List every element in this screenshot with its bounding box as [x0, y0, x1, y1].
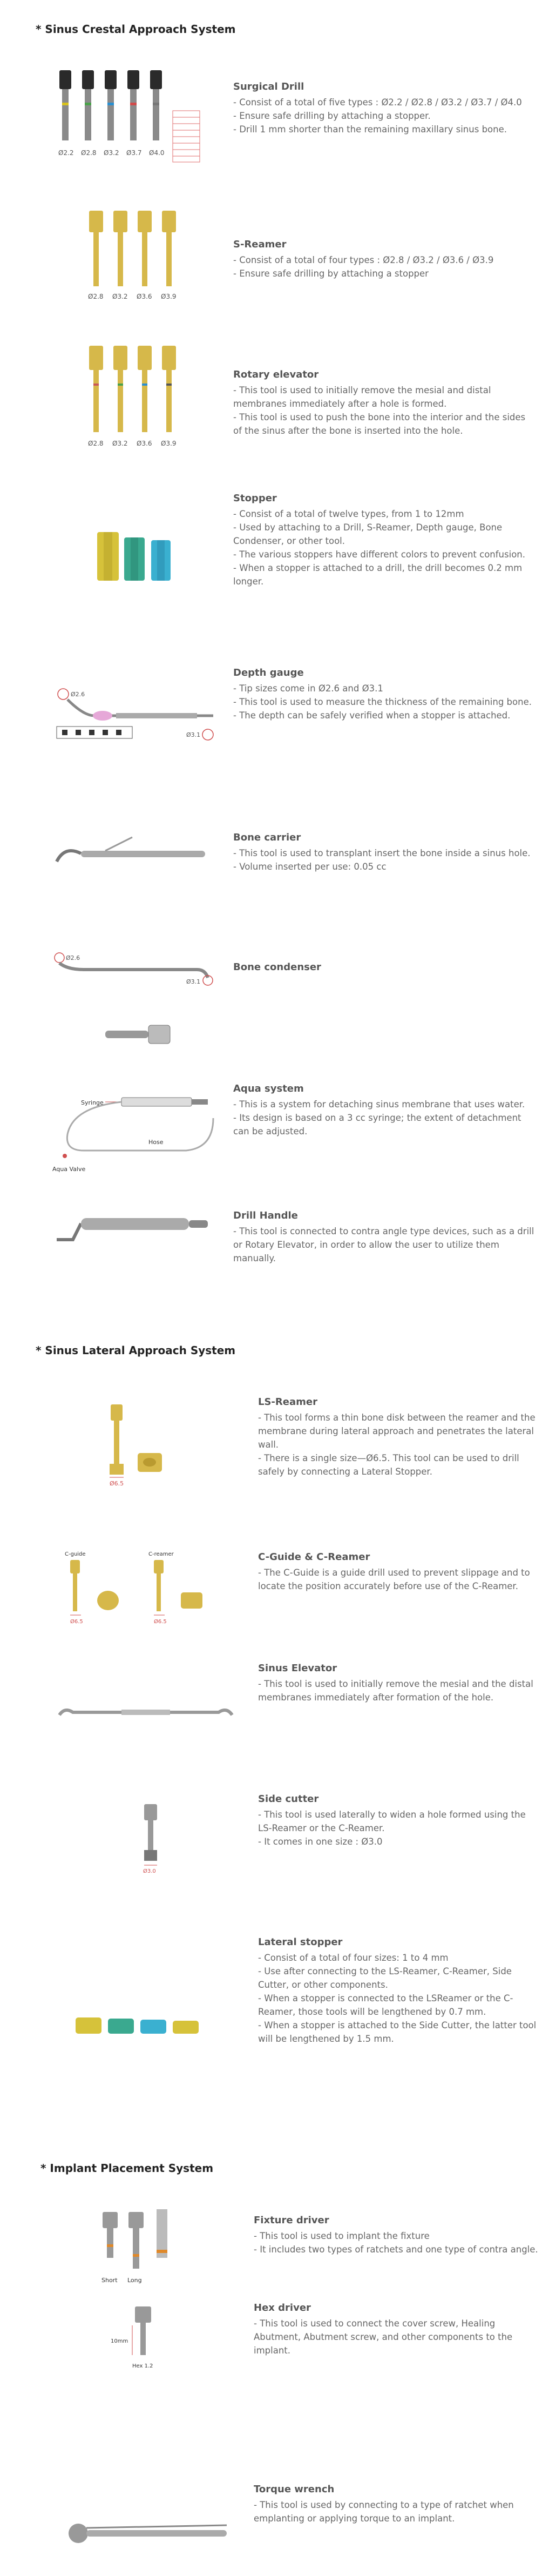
drill-handle-line-1: - This tool is connected to contra angle type devices, such as a drill or Rotary Elevator, in order to allow the user to utilize them manually.: [233, 1226, 534, 1263]
rotary-elevator-label-3: Ø3.6: [137, 440, 152, 447]
surgical-drill-line-2: - Ensure safe drilling by attaching a stopper.: [233, 111, 431, 121]
ls-reamer-image: [100, 1402, 186, 1490]
section-title-lateral: * Sinus Lateral Approach System: [36, 1344, 236, 1357]
ls-reamer-line-1: - This tool forms a thin bone disk between the reamer and the membrane during lateral approach and penetrates the lateral wall.: [258, 1413, 536, 1450]
stopper-image: [92, 527, 184, 588]
c-guide-size-label: Ø6.5: [70, 1619, 83, 1625]
aqua-system-text: [233, 1083, 536, 1138]
side-cutter-title: Side cutter: [258, 1793, 319, 1805]
surgical-drill-image: [54, 68, 227, 172]
hex-driver-image: [108, 2304, 173, 2376]
hex-driver-label-length: 10mm: [111, 2338, 128, 2344]
torque-wrench-text: [254, 2484, 540, 2525]
fixture-driver-line-1: - This tool is used to implant the fixture: [254, 2231, 430, 2241]
aqua-system-line-1: - This is a system for detaching sinus membrane that uses water.: [233, 1099, 525, 1109]
aqua-system-label-syringe: Syringe: [81, 1099, 104, 1106]
aqua-system-label-valve: Aqua Valve: [52, 1166, 86, 1173]
drill-handle-title: Drill Handle: [233, 1210, 298, 1221]
s-reamer-label-3: Ø3.6: [137, 293, 152, 300]
hex-driver-label-hex: Hex 1.2: [132, 2363, 153, 2369]
c-guide-title: C-Guide & C-Reamer: [258, 1551, 370, 1563]
lateral-stopper-line-4: - When a stopper is attached to the Side Cutter, the latter tool will be lengthened by 1.5 mm.: [258, 2020, 537, 2044]
rotary-elevator-label-2: Ø3.2: [112, 440, 128, 447]
s-reamer-line-2: - Ensure safe drilling by attaching a stopper: [233, 268, 429, 279]
stopper-line-2: - Used by attaching to a Drill, S-Reamer, Depth gauge, Bone Condenser, or other tool.: [233, 522, 503, 546]
ls-reamer-label: Ø6.5: [110, 1480, 124, 1487]
bone-condenser-label-1: Ø2.6: [66, 954, 80, 961]
depth-gauge-label-2: Ø3.1: [186, 731, 201, 738]
rotary-elevator-title: Rotary elevator: [233, 369, 319, 380]
s-reamer-label-2: Ø3.2: [112, 293, 128, 300]
section-title-crestal: * Sinus Crestal Approach System: [36, 23, 236, 36]
side-cutter-line-2: - It comes in one size : Ø3.0: [258, 1837, 383, 1847]
sinus-elevator-title: Sinus Elevator: [258, 1663, 337, 1674]
c-guide-image: [59, 1549, 232, 1632]
lateral-stopper-text: [258, 1936, 539, 2046]
depth-gauge-line-3: - The depth can be safely verified when a stopper is attached.: [233, 710, 511, 721]
s-reamer-label-1: Ø2.8: [88, 293, 104, 300]
side-cutter-text: [258, 1793, 539, 1848]
ls-reamer-title: LS-Reamer: [258, 1396, 317, 1408]
bone-carrier-line-2: - Volume inserted per use: 0.05 cc: [233, 862, 387, 872]
fixture-driver-text: [254, 2215, 540, 2256]
bone-condenser-label-2: Ø3.1: [186, 978, 201, 985]
depth-gauge-label-1: Ø2.6: [71, 691, 85, 698]
stopper-line-4: - When a stopper is attached to a drill, the drill becomes 0.2 mm longer.: [233, 563, 523, 587]
fixture-driver-image: [97, 2207, 189, 2290]
ls-reamer-text: [258, 1396, 539, 1478]
surgical-drill-label-3: Ø3.7: [126, 149, 142, 157]
hex-driver-text: [254, 2302, 540, 2357]
bone-condenser-text: [233, 961, 536, 976]
c-guide-line-1: - The C-Guide is a guide drill used to prevent slippage and to locate the position accurately before use of the C-Reamer.: [258, 1568, 530, 1591]
torque-wrench-image: [65, 2512, 238, 2552]
lateral-stopper-line-3: - When a stopper is connected to the LSReamer or the C-Reamer, those tools will be lengthened by 0.7 mm.: [258, 1993, 513, 2017]
depth-gauge-title: Depth gauge: [233, 667, 304, 678]
surgical-drill-label-1: Ø2.8: [81, 149, 97, 157]
aqua-system-line-2: - Its design is based on a 3 cc syringe; the extent of detachment can be adjusted.: [233, 1113, 521, 1136]
bone-condenser-title: Bone condenser: [233, 961, 321, 973]
section-title-implant: * Implant Placement System: [40, 2162, 214, 2175]
s-reamer-label-4: Ø3.9: [161, 293, 177, 300]
bone-carrier-text: [233, 832, 536, 873]
lateral-stopper-line-2: - Use after connecting to the LS-Reamer, C-Reamer, Side Cutter, or other components.: [258, 1966, 512, 1990]
drill-handle-image: [51, 1207, 213, 1253]
rotary-elevator-label-4: Ø3.9: [161, 440, 177, 447]
surgical-drill-label-2: Ø3.2: [104, 149, 119, 157]
depth-gauge-line-2: - This tool is used to measure the thickness of the remaining bone.: [233, 697, 532, 707]
c-guide-text: [258, 1551, 539, 1593]
rotary-elevator-line-1: - This tool is used to initially remove the mesial and distal membranes immediately after a hole is formed.: [233, 385, 491, 409]
depth-gauge-line-1: - Tip sizes come in Ø2.6 and Ø3.1: [233, 683, 383, 694]
aqua-connector-image: [103, 1021, 178, 1050]
c-reamer-label: C-reamer: [148, 1551, 174, 1557]
depth-gauge-image: [51, 683, 224, 756]
bone-carrier-title: Bone carrier: [233, 832, 301, 843]
lateral-stopper-image: [73, 2012, 213, 2041]
svg-text:Ø2.2: Ø2.2: [58, 149, 74, 157]
torque-wrench-title: Torque wrench: [254, 2484, 335, 2495]
torque-wrench-line-1: - This tool is used by connecting to a type of ratchet when emplanting or applying torque to an implant.: [254, 2500, 514, 2524]
lateral-stopper-title: Lateral stopper: [258, 1936, 343, 1948]
sinus-elevator-line-1: - This tool is used to initially remove the mesial and the distal membranes immediately after formation of the hole.: [258, 1679, 533, 1703]
stopper-line-1: - Consist of a total of twelve types, from 1 to 12mm: [233, 509, 464, 519]
fixture-driver-title: Fixture driver: [254, 2215, 329, 2226]
depth-gauge-text: [233, 667, 536, 722]
s-reamer-image: [84, 208, 192, 313]
fixture-driver-label-short: Short: [101, 2277, 118, 2284]
surgical-drill-line-3: - Drill 1 mm shorter than the remaining maxillary sinus bone.: [233, 124, 507, 134]
surgical-drill-title: Surgical Drill: [233, 81, 304, 92]
sinus-elevator-image: [57, 1701, 235, 1725]
rotary-elevator-line-2: - This tool is used to push the bone into the interior and the sides of the sinus after the bone is inserted into the hole.: [233, 412, 526, 436]
bone-carrier-image: [51, 835, 213, 880]
bone-condenser-image: [51, 948, 219, 993]
fixture-driver-line-2: - It includes two types of ratchets and one type of contra angle.: [254, 2244, 538, 2255]
stopper-text: [233, 493, 536, 588]
hex-driver-title: Hex driver: [254, 2302, 311, 2313]
s-reamer-title: S-Reamer: [233, 239, 287, 250]
sinus-elevator-text: [258, 1663, 539, 1704]
aqua-system-title: Aqua system: [233, 1083, 304, 1094]
hex-driver-line-1: - This tool is used to connect the cover screw, Healing Abutment, Abutment screw, and other components to the implant.: [254, 2318, 513, 2356]
s-reamer-text: [233, 239, 536, 280]
rotary-elevator-label-1: Ø2.8: [88, 440, 104, 447]
surgical-drill-line-1: - Consist of a total of five types : Ø2.2 / Ø2.8 / Ø3.2 / Ø3.7 / Ø4.0: [233, 97, 522, 107]
stopper-title: Stopper: [233, 493, 277, 504]
stopper-line-3: - The various stoppers have different colors to prevent confusion.: [233, 549, 525, 560]
side-cutter-image: [132, 1801, 175, 1879]
aqua-system-label-hose: Hose: [148, 1139, 164, 1146]
bone-carrier-line-1: - This tool is used to transplant insert the bone inside a sinus hole.: [233, 848, 531, 858]
fixture-driver-label-long: Long: [127, 2277, 142, 2284]
aqua-system-image: [51, 1086, 224, 1180]
c-guide-label: C-guide: [65, 1551, 86, 1557]
c-reamer-size-label: Ø6.5: [154, 1619, 167, 1625]
rotary-elevator-image: [84, 343, 192, 459]
surgical-drill-label-4: Ø4.0: [149, 149, 165, 157]
ls-reamer-line-2: - There is a single size—Ø6.5. This tool can be used to drill safely by connecting a Lateral Stopper.: [258, 1453, 519, 1477]
side-cutter-line-1: - This tool is used laterally to widen a hole formed using the LS-Reamer or the C-Reamer.: [258, 1810, 526, 1833]
side-cutter-label: Ø3.0: [143, 1868, 156, 1874]
rotary-elevator-text: [233, 369, 536, 438]
s-reamer-line-1: - Consist of a total of four types : Ø2.8 / Ø3.2 / Ø3.6 / Ø3.9: [233, 255, 494, 265]
surgical-drill-text: [233, 81, 536, 136]
drill-handle-text: [233, 1210, 536, 1265]
lateral-stopper-line-1: - Consist of a total of four sizes: 1 to 4 mm: [258, 1953, 449, 1963]
